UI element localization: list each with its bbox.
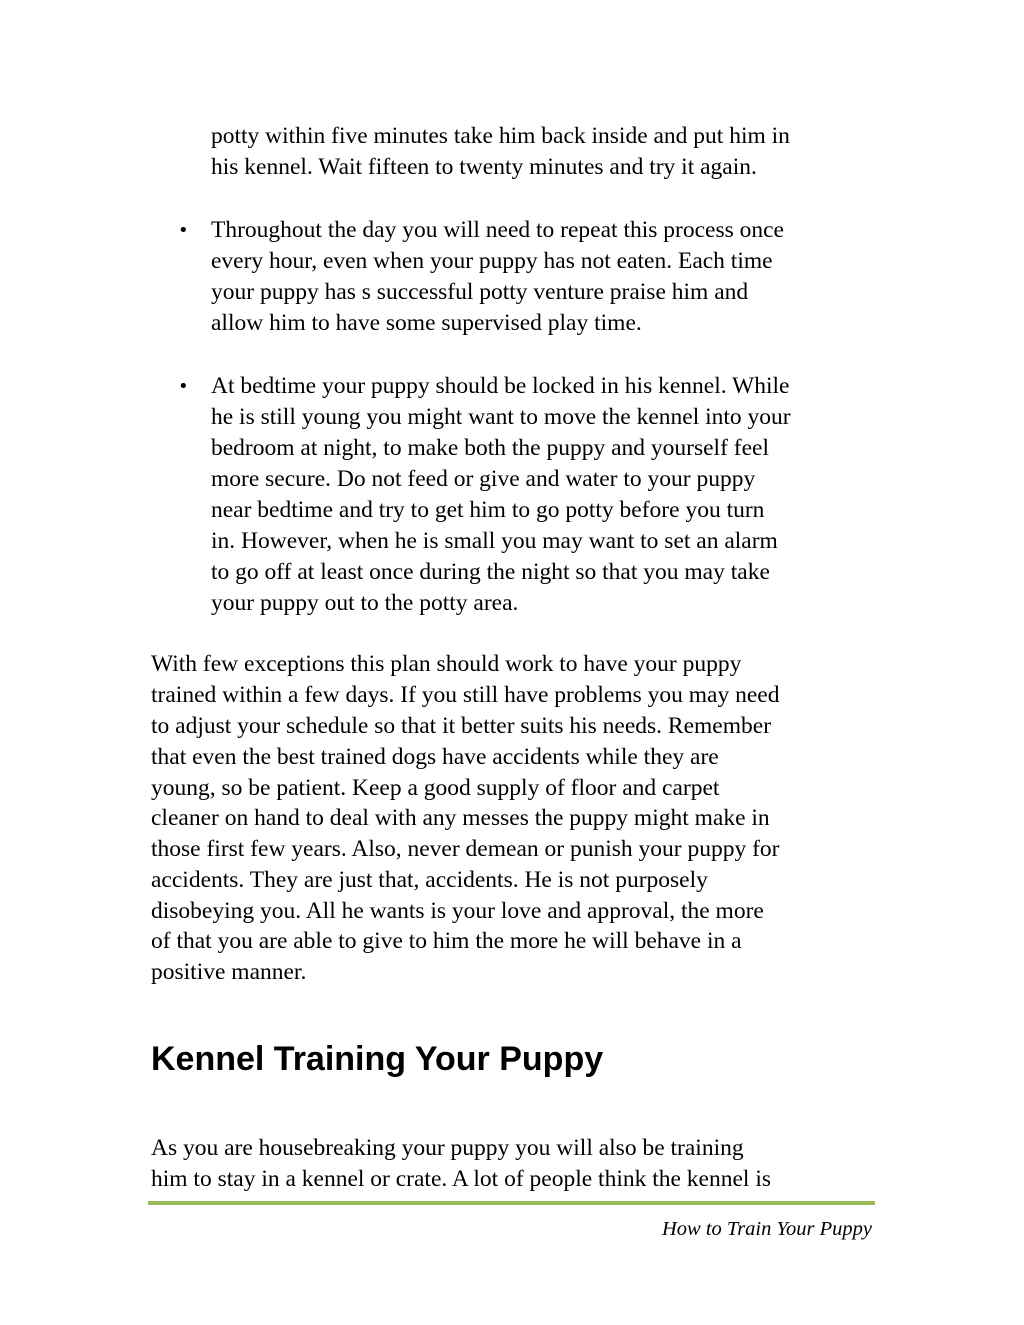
bullet-line: your puppy has s successful potty venture praise him and: [211, 279, 749, 305]
bullet-line: At bedtime your puppy should be locked in his kennel. While: [211, 373, 790, 399]
paragraph-line: to adjust your schedule so that it better suits his needs. Remember: [151, 713, 772, 739]
paragraph-line: that even the best trained dogs have accidents while they are: [151, 744, 719, 770]
paragraph-line: trained within a few days. If you still have problems you may need: [151, 682, 780, 708]
section-heading: Kennel Training Your Puppy: [151, 1040, 604, 1078]
bullet-line: he is still young you might want to move the kennel into your: [211, 404, 791, 430]
bullet-line: more secure. Do not feed or give and water to your puppy: [211, 466, 756, 492]
paragraph-line: accidents. They are just that, accidents. He is not purposely: [151, 867, 708, 893]
bullet-line: Throughout the day you will need to repeat this process once: [211, 217, 784, 243]
list-continuation-line: his kennel. Wait fifteen to twenty minutes and try it again.: [211, 154, 757, 180]
bullet-line: to go off at least once during the night so that you may take: [211, 559, 770, 585]
bullet-line: near bedtime and try to get him to go potty before you turn: [211, 497, 765, 523]
bullet-icon: •: [178, 376, 189, 397]
bullet-line: in. However, when he is small you may want to set an alarm: [211, 528, 778, 554]
bullet-icon: •: [178, 220, 189, 241]
list-continuation-line: potty within five minutes take him back inside and put him in: [211, 123, 790, 149]
paragraph-line: positive manner.: [151, 959, 307, 985]
paragraph-line: disobeying you. All he wants is your love and approval, the more: [151, 898, 764, 924]
section-paragraph-line: As you are housebreaking your puppy you will also be training: [151, 1135, 744, 1161]
paragraph-line: With few exceptions this plan should work to have your puppy: [151, 651, 742, 677]
bullet-line: your puppy out to the potty area.: [211, 590, 519, 616]
footer-title: How to Train Your Puppy: [662, 1218, 872, 1240]
paragraph-line: those first few years. Also, never demean or punish your puppy for: [151, 836, 780, 862]
bullet-line: every hour, even when your puppy has not eaten. Each time: [211, 248, 773, 274]
bullet-line: allow him to have some supervised play time.: [211, 310, 642, 336]
paragraph-line: of that you are able to give to him the more he will behave in a: [151, 928, 742, 954]
bullet-line: bedroom at night, to make both the puppy and yourself feel: [211, 435, 769, 461]
paragraph-line: cleaner on hand to deal with any messes the puppy might make in: [151, 805, 770, 831]
section-paragraph-line: him to stay in a kennel or crate. A lot of people think the kennel is: [151, 1166, 771, 1192]
footer-rule: [148, 1201, 875, 1205]
paragraph-line: young, so be patient. Keep a good supply of floor and carpet: [151, 775, 720, 801]
